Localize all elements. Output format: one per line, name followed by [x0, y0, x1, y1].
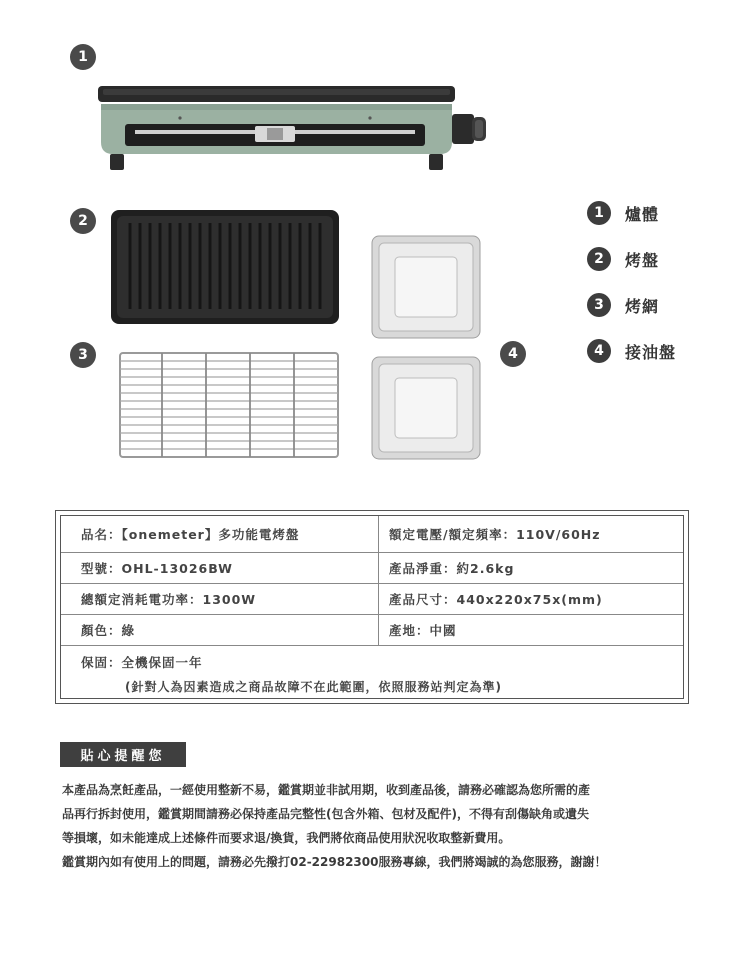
spec-power: 總額定消耗電功率：1300W	[81, 592, 257, 607]
spec-color: 顏色：綠	[81, 623, 136, 638]
legend-item	[587, 338, 676, 364]
grill-rack-image	[118, 351, 340, 459]
notice-line: 鑑賞期內如有使用上的問題，請務必先撥打02-22982300服務專線，我們將竭誠的為您服務，謝謝！	[62, 855, 607, 869]
legend-number: 3	[587, 293, 611, 317]
grill-body-image	[95, 84, 495, 176]
legend-number: 1	[587, 201, 611, 225]
notice-body	[62, 778, 692, 874]
marker-2-badge: 2	[70, 208, 96, 234]
spec-size: 產品尺寸：440x220x75x(mm)	[389, 592, 603, 607]
spec-origin: 產地：中國	[389, 623, 457, 638]
marker-1-badge: 1	[70, 44, 96, 70]
spec-weight: 產品淨重：約2.6kg	[389, 561, 515, 576]
legend-label: 烤盤	[625, 250, 660, 270]
spec-name: 品名：【onemeter】多功能電烤盤	[81, 527, 300, 542]
legend-label: 接油盤	[625, 342, 677, 362]
drip-tray-image-bottom	[371, 356, 481, 460]
legend-label: 烤網	[625, 296, 660, 316]
marker-3-badge: 3	[70, 342, 96, 368]
legend-number: 4	[587, 339, 611, 363]
notice-title: 貼心提醒您	[60, 742, 186, 767]
marker-4-badge: 4	[500, 341, 526, 367]
legend-item	[587, 292, 676, 318]
drip-tray-image-top	[371, 235, 481, 339]
spec-warranty: 保固：全機保固一年	[81, 655, 203, 670]
notice-line: 等損壞，如未能達成上述條件而要求退/換貨，我們將依商品使用狀況收取整新費用。	[62, 831, 511, 845]
notice-line: 品再行拆封使用，鑑賞期間請務必保持產品完整性(包含外箱、包材及配件)，不得有刮傷缺角或遺失	[62, 807, 589, 821]
legend-item	[587, 200, 676, 226]
spec-table	[55, 510, 689, 704]
legend-item	[587, 246, 676, 272]
notice-line: 本產品為烹飪產品，一經使用整新不易，鑑賞期並非試用期，收到產品後，請務必確認為您所需的產	[62, 783, 591, 797]
spec-warranty-note: (針對人為因素造成之商品故障不在此範圍，依照服務站判定為準)	[125, 679, 502, 694]
grill-plate-image	[110, 209, 340, 325]
spec-voltage: 額定電壓/額定頻率：110V/60Hz	[389, 527, 601, 542]
legend-label: 爐體	[625, 204, 660, 224]
legend-number: 2	[587, 247, 611, 271]
parts-legend	[587, 200, 676, 384]
spec-model: 型號：OHL-13026BW	[81, 561, 233, 576]
